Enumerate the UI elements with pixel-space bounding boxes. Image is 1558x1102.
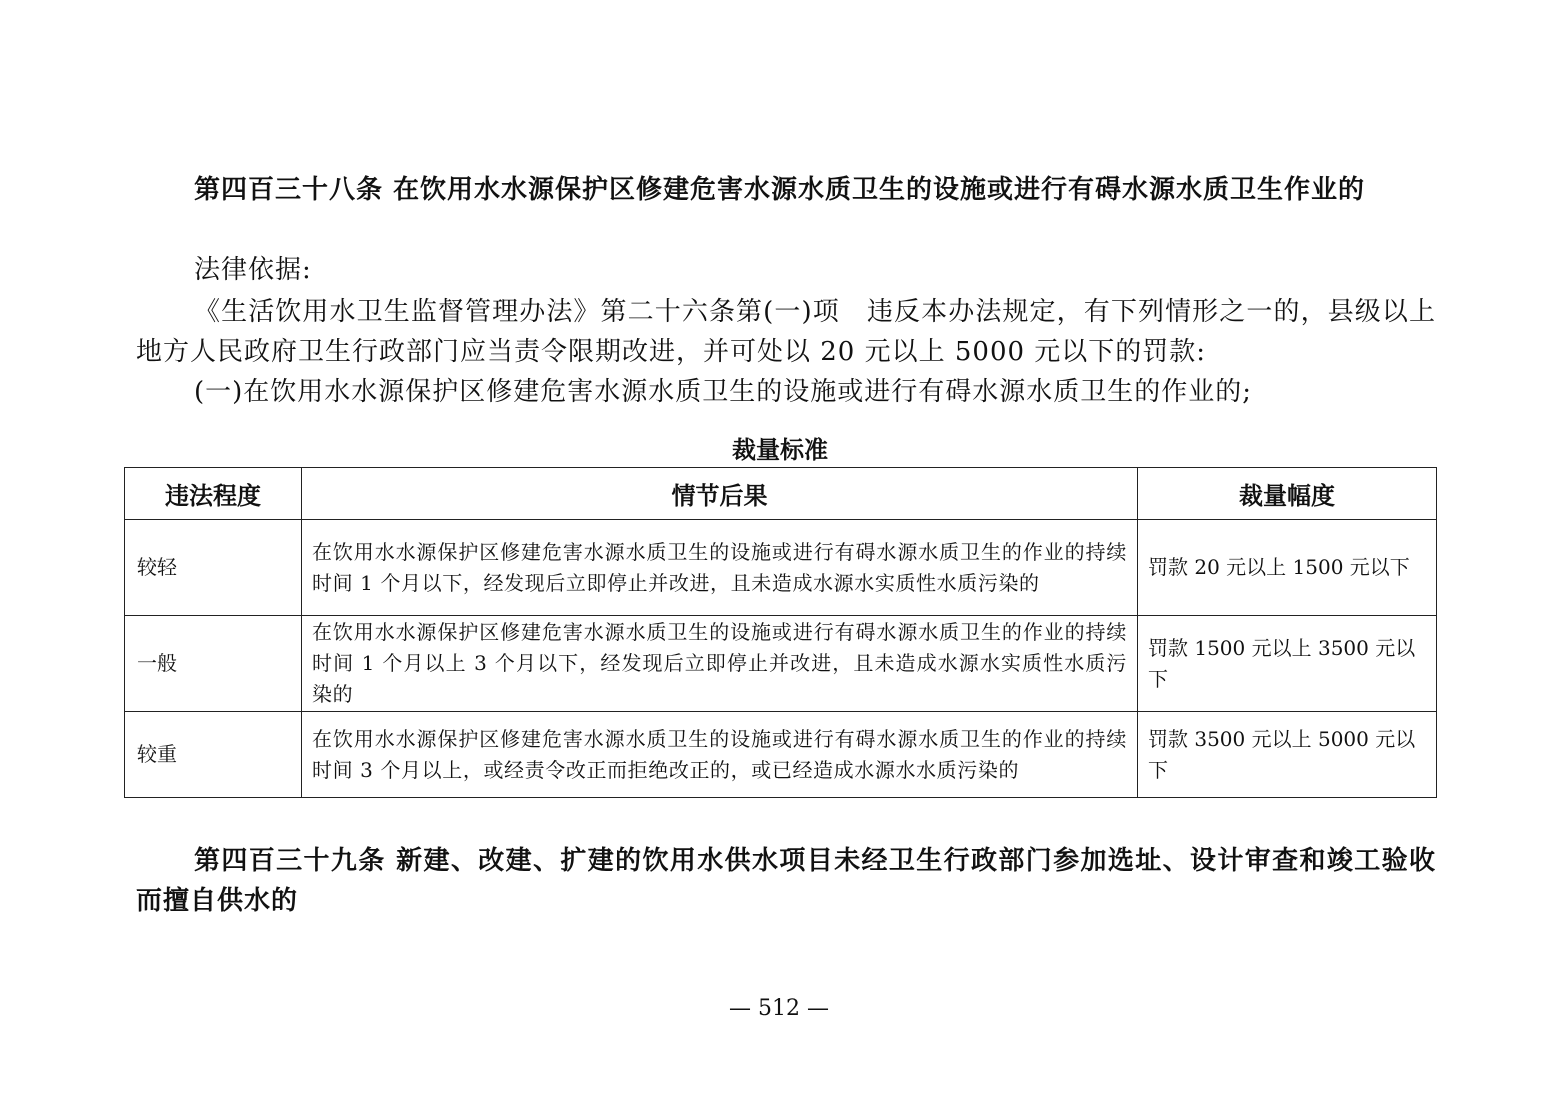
cell-circumstance: 在饮用水水源保护区修建危害水源水质卫生的设施或进行有碍水源水质卫生的作业的持续时间 1 个月以下，经发现后立即停止并改进，且未造成水源水实质性水质污染的	[302, 520, 1138, 616]
column-header-circumstance: 情节后果	[302, 468, 1138, 520]
cell-circumstance: 在饮用水水源保护区修建危害水源水质卫生的设施或进行有碍水源水质卫生的作业的持续时间 1 个月以上 3 个月以下，经发现后立即停止并改进，且未造成水源水实质性水质污染的	[302, 616, 1138, 712]
discretion-standard-table	[124, 467, 1437, 798]
table-row	[125, 712, 1437, 798]
article-438-heading: 第四百三十八条 在饮用水水源保护区修建危害水源水质卫生的设施或进行有碍水源水质卫生作业的	[194, 175, 1366, 205]
column-header-penalty: 裁量幅度	[1138, 468, 1437, 520]
cell-penalty: 罚款 20 元以上 1500 元以下	[1138, 520, 1437, 616]
table-row	[125, 520, 1437, 616]
table-row	[125, 616, 1437, 712]
table-title: 裁量标准	[732, 436, 828, 464]
cell-penalty: 罚款 3500 元以上 5000 元以下	[1138, 712, 1437, 798]
cell-level: 一般	[125, 616, 302, 712]
cell-level: 较轻	[125, 520, 302, 616]
page-number: — 512 —	[729, 996, 829, 1021]
table-header-row	[125, 468, 1437, 520]
cell-circumstance: 在饮用水水源保护区修建危害水源水质卫生的设施或进行有碍水源水质卫生的作业的持续时间 3 个月以上，或经责令改正而拒绝改正的，或已经造成水源水水质污染的	[302, 712, 1138, 798]
legal-basis-item: (一)在饮用水水源保护区修建危害水源水质卫生的设施或进行有碍水源水质卫生的作业的;	[194, 377, 1253, 407]
cell-level: 较重	[125, 712, 302, 798]
legal-basis-text: 《生活饮用水卫生监督管理办法》第二十六条第(一)项 违反本办法规定，有下列情形之一的，县级以上地方人民政府卫生行政部门应当责令限期改进，并可处以 20 元以上 5000 元以下的罚款:	[136, 297, 1436, 367]
legal-basis-label: 法律依据:	[194, 255, 312, 285]
article-439-heading: 第四百三十九条 新建、改建、扩建的饮用水供水项目未经卫生行政部门参加选址、设计审查和竣工验收而擅自供水的	[136, 846, 1436, 916]
cell-penalty: 罚款 1500 元以上 3500 元以下	[1138, 616, 1437, 712]
column-header-level: 违法程度	[125, 468, 302, 520]
